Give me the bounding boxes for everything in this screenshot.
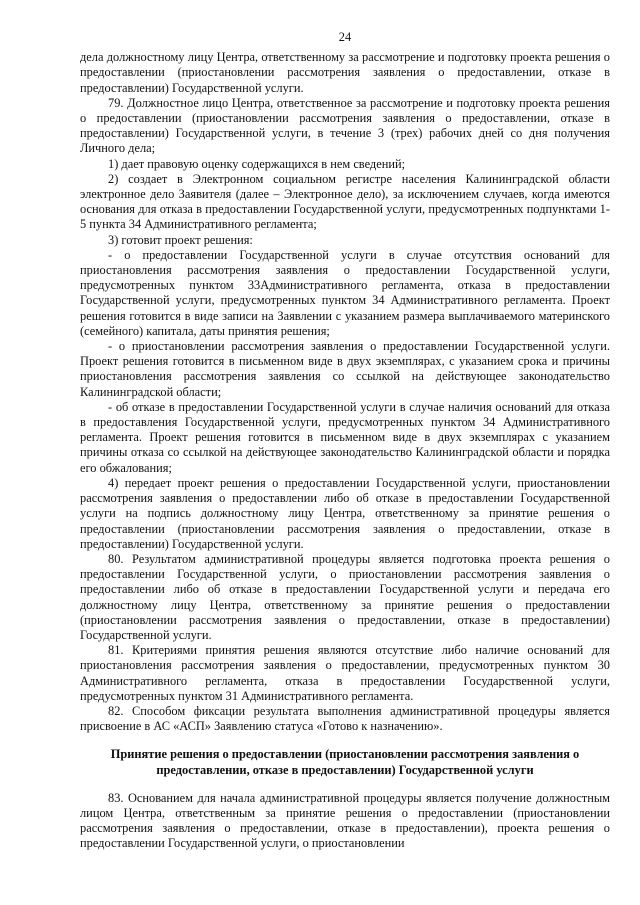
body-text-top xyxy=(80,50,610,734)
paragraph: дела должностному лицу Центра, ответственному за рассмотрение и подготовку проекта решения о предоставлении (приостановлении рассмотрения заявления о предоставлении, отказе в предоставлении) Государственной услуги. xyxy=(80,50,610,95)
paragraph-83: 83. Основанием для начала административной процедуры является получение должностным лицом Центра, ответственным за принятие решения о предоставлении (приостановлении рассмотрения заявления о предоставлении, отказе в предоставлении), проекта решения о предоставлении Государственной услуги, о приостановлении xyxy=(80,790,610,851)
bullet-item: - о приостановлении рассмотрения заявления о предоставлении Государственной услуги. Проект решения готовится в письменном виде в двух экземплярах, с указанием срока и причины приостановления рассмотрения заявления со ссылкой на действующее законодательство Калининградской области; xyxy=(80,339,610,399)
list-item-4: 4) передает проект решения о предоставлении Государственной услуги, приостановлении рассмотрения заявления о предоставлении либо об отказе в предоставлении Государственной услуги на подпись должностному лицу Центра, ответственному за принятие решения о предоставлении (приостановлении рассмотрения заявления о предоставлении, отказе в предоставлении) Государственной услуги. xyxy=(80,475,610,551)
page-number: 24 xyxy=(338,30,352,44)
list-item-3: 3) готовит проект решения: xyxy=(108,232,253,247)
bullet-item: - об отказе в предоставлении Государственной услуги в случае наличия оснований для отказа в предоставления Государственной услуги, предусмотренных пунктом 34 Административного регламента. Проект решения готовится в письменном виде в двух экземплярах с указанием причины отказа со ссылкой на действующее законодательство Калининградской области и порядка его обжалования; xyxy=(80,399,610,475)
bullet-item: - о предоставлении Государственной услуги в случае отсутствия оснований для приостановления рассмотрения заявления о предоставлении Государственной услуги, предусмотренных пунктом 33Административного регламента, отказа в предоставлении Государственной услуги, предусмотренных пунктом 34 Административного регламента. Проект решения готовится в виде записи на Заявлении с указанием размера выплачиваемого материнского (семейного) капитала, даты принятия решения; xyxy=(80,247,610,338)
list-item-2: 2) создает в Электронном социальном регистре населения Калининградской области электронное дело Заявителя (далее – Электронное дело), за исключением случаев, когда имеются основания для отказа в предоставлении Государственной услуги, предусмотренных подпунктами 1-5 пункта 34 Административного регламента; xyxy=(80,171,610,232)
paragraph-81: 81. Критериями принятия решения являются отсутствие либо наличие оснований для приостановления рассмотрения заявления о предоставлении, предусмотренных пунктом 30 Административного регламента, отказа в предоставлении Государственной услуги, предусмотренных пунктом 31 Административного регламента. xyxy=(80,643,610,703)
paragraph-79: 79. Должностное лицо Центра, ответственное за рассмотрение и подготовку проекта решения о предоставлении (приостановлении рассмотрения заявления о предоставлении, отказе в предоставлении) Государственной услуги, в течение 3 (трех) рабочих дней со дня получения Личного дела; xyxy=(80,95,610,156)
body-text-bottom xyxy=(80,791,610,852)
paragraph-80: 80. Результатом административной процедуры является подготовка проекта решения о предоставлении Государственной услуги, о приостановлении рассмотрения заявления о предоставлении либо об отказе в предоставлении Государственной услуги и передача его должностному лицу Центра, ответственному за принятие решения о предоставлении (приостановлении рассмотрения заявления о предоставлении, отказе в предоставлении) Государственной услуги. xyxy=(80,551,610,642)
paragraph-82: 82. Способом фиксации результата выполнения административной процедуры является присвоение в АС «АСП» Заявлению статуса «Готово к назначению». xyxy=(80,703,610,734)
section-heading: Принятие решения о предоставлении (приостановлении рассмотрения заявления о предоставлении, отказе в предоставлении) Государственной услуги xyxy=(110,747,580,777)
list-item-1: 1) дает правовую оценку содержащихся в нем сведений; xyxy=(108,156,406,171)
